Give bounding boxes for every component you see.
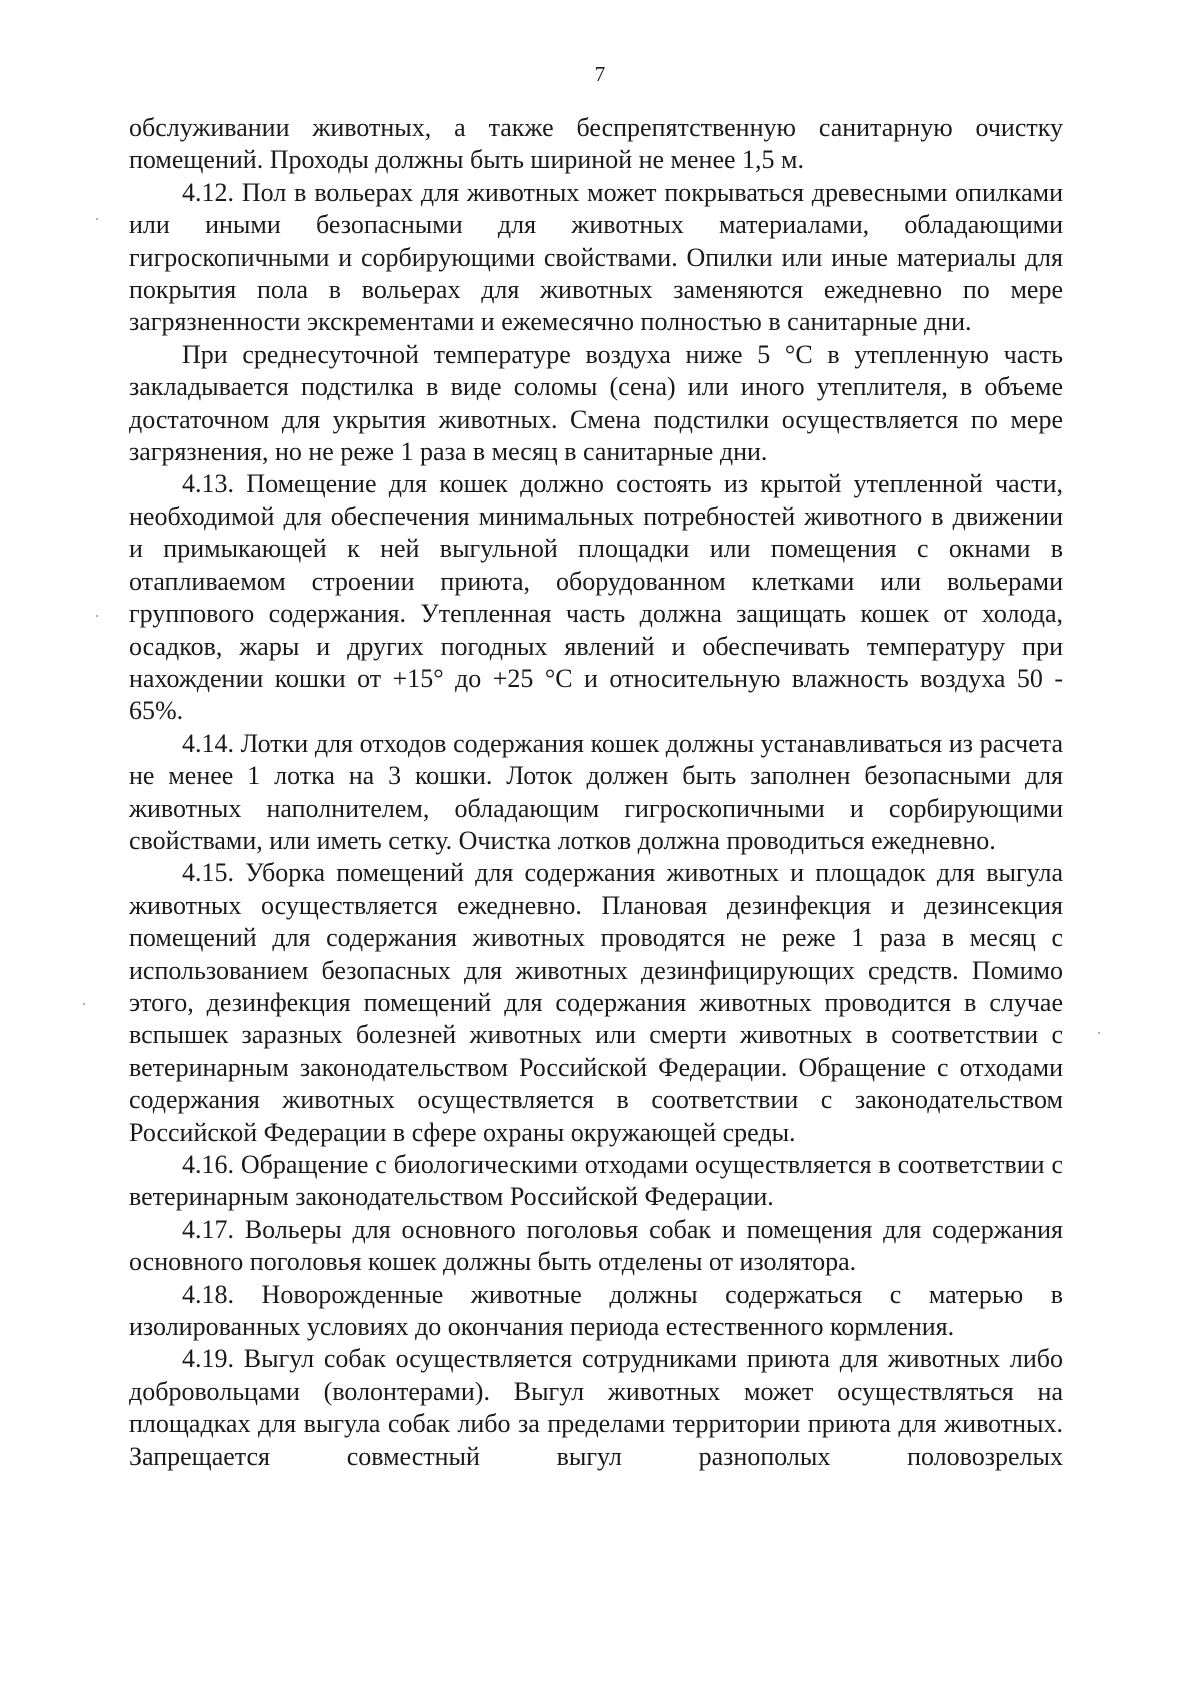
paragraph-4-17: 4.17. Вольеры для основного поголовья собак и помещения для содержания основного поголовья кошек должны быть отделены от изолятора. [129,1214,1063,1277]
paragraph-4-18: 4.18. Новорожденные животные должны содержаться с матерью в изолированных условиях до окончания периода естественного кормления. [129,1279,1063,1342]
paragraph-4-15: 4.15. Уборка помещений для содержания животных и площадок для выгула животных осуществляется ежедневно. Плановая дезинфекция и дезинсекция помещений для содержания животных проводятся не реже 1 раза в месяц с использованием безопасных для животных дезинфицирующих средств. Помимо этого, дезинфекция помещений для содержания животных проводится в случае вспышек заразных болезней животных или смерти животных в соответствии с ветеринарным законодательством Российской Федерации. Обращение с отходами содержания животных осуществляется в соответствии с законодательством Российской Федерации в сфере охраны окружающей среды. [129,858,1063,1147]
paragraph-4-19: 4.19. Выгул собак осуществляется сотрудниками приюта для животных либо добровольцами (волонтерами). Выгул животных может осуществляться на площадках для выгула собак либо за пределами территории приюта для животных. Запрещается совместный выгул разнополых половозрелых [129,1344,1063,1471]
scan-speck [83,1003,85,1005]
document-body [129,112,1063,1473]
paragraph-4-13: 4.13. Помещение для кошек должно состоять из крытой утепленной части, необходимой для обеспечения минимальных потребностей животного в движении и примыкающей к ней выгульной площадки или помещения с окнами в отапливаемом строении приюта, оборудованном клетками или вольерами группового содержания. Утепленная часть должна защищать кошек от холода, осадков, жары и других погодных явлений и обеспечивать температуру при нахождении кошки от +15° до +25 °С и относительную влажность воздуха 50 - 65%. [129,469,1063,726]
page-number: 7 [594,62,606,86]
paragraph-4-12-bedding: При среднесуточной температуре воздуха ниже 5 °С в утепленную часть закладывается подстилка в виде соломы (сена) или иного утеплителя, в объеме достаточном для укрытия животных. Смена подстилки осуществляется по мере загрязнения, но не реже 1 раза в месяц в санитарные дни. [129,339,1063,467]
scan-speck [96,218,98,220]
paragraph-continuation: обслуживании животных, а также беспрепятственную санитарную очистку помещений. Проходы должны быть шириной не менее 1,5 м. [129,113,1063,175]
paragraph-4-16: 4.16. Обращение с биологическими отходами осуществляется в соответствии с ветеринарным законодательством Российской Федерации. [129,1150,1063,1212]
scan-speck [1098,1032,1100,1034]
paragraph-4-12: 4.12. Пол в вольерах для животных может покрываться древесными опилками или иными безопасными для животных материалами, обладающими гигроскопичными и сорбирующими свойствами. Опилки или иные материалы для покрытия пола в вольерах для животных заменяются ежедневно по мере загрязненности экскрементами и ежемесячно полностью в санитарные дни. [129,177,1063,337]
scan-speck [96,615,98,617]
paragraph-4-14: 4.14. Лотки для отходов содержания кошек должны устанавливаться из расчета не менее 1 лотка на 3 кошки. Лоток должен быть заполнен безопасными для животных наполнителем, обладающим гигроскопичными и сорбирующими свойствами, или иметь сетку. Очистка лотков должна проводиться ежедневно. [129,728,1063,855]
